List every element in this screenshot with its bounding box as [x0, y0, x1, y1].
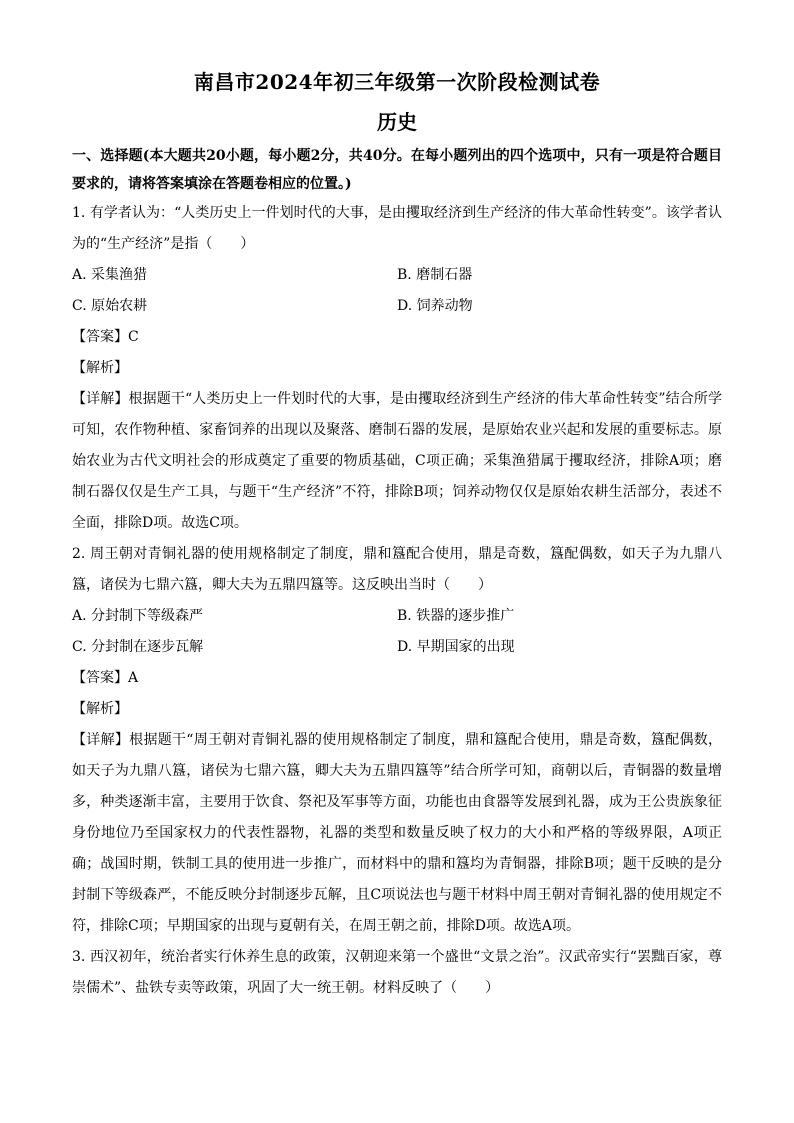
- exam-title: 南昌市2024年初三年级第一次阶段检测试卷: [193, 70, 601, 94]
- detail-paragraph: [72, 384, 722, 539]
- question-stem: 3. 西汉初年，统治者实行休养生息的政策，汉朝迎来第一个盛世“文景之治”。汉武帝实行“罢黜百家，尊崇儒术”、盐铁专卖等政策，巩固了大一统王朝。材料反映了（ ）: [72, 949, 722, 996]
- answer-tag: 【答案】: [72, 329, 128, 345]
- option-a: A. 分封制下等级森严: [72, 608, 204, 624]
- detail-text: 根据题干“人类历史上一件划时代的大事，是由攫取经济到生产经济的伟大革命性转变”结合所学可知，农作物种植、家畜饲养的出现以及聚落、磨制石器的发展，是原始农业兴起和发展的重要标志。原始农业为古代文明社会的形成奠定了重要的物质基础，C项正确；采集渔猎属于攫取经济，排除A项；磨制石器仅仅是生产工具，与题干“生产经济”不符，排除B项；饲养动物仅仅是原始农耕生活部分，表述不全面，排除D项。故选C项。: [72, 391, 723, 531]
- question-stem: 1. 有学者认为：“人类历史上一件划时代的大事，是由攫取经济到生产经济的伟大革命性转变”。该学者认为的“生产经济”是指（ ）: [72, 205, 722, 252]
- exam-page: [72, 66, 722, 1004]
- section-instructions: 一、选择题(本大题共20小题，每小题2分，共40分。在每小题列出的四个选项中，只有一项是符合题目要求的，请将答案填涂在答题卷相应的位置。): [72, 148, 722, 192]
- option-list: [72, 601, 722, 663]
- question-3: [72, 942, 722, 1004]
- option-d: D. 饲养动物: [397, 298, 473, 314]
- question-1: [72, 198, 722, 539]
- option-list: [72, 260, 722, 322]
- option-d: D. 早期国家的出现: [397, 639, 515, 655]
- answer-value: C: [128, 329, 139, 345]
- analysis-tag: 【解析】: [72, 701, 128, 717]
- answer-line: [72, 322, 722, 353]
- detail-text: 根据题干“周王朝对青铜礼器的使用规格制定了制度，鼎和簋配合使用，鼎是奇数，簋配偶数，如天子为九鼎八簋，诸侯为七鼎六簋，卿大夫为五鼎四簋等”结合所学可知，商朝以后，青铜器的数量增多，种类逐渐丰富，主要用于饮食、祭祀及军事等方面，功能也由食器等发展到礼器，成为王公贵族象征身份地位乃至国家权力的代表性器物，礼器的类型和数量反映了权力的大小和严格的等级界限，A项正确；战国时期，铁制工具的使用进一步推广，而材料中的鼎和簋均为青铜器，排除B项；题干反映的是分封制下等级森严，不能反映分封制逐步瓦解，且C项说法也与题干材料中周王朝对青铜礼器的使用规定不符，排除C项；早期国家的出现与夏朝有关，在周王朝之前，排除D项。故选A项。: [72, 732, 723, 934]
- detail-tag: 【详解】: [72, 732, 130, 748]
- answer-line: [72, 663, 722, 694]
- subject-title: 历史: [377, 110, 417, 134]
- option-a: A. 采集渔猎: [72, 267, 148, 283]
- option-b: B. 磨制石器: [397, 267, 473, 283]
- question-stem: 2. 周王朝对青铜礼器的使用规格制定了制度，鼎和簋配合使用，鼎是奇数，簋配偶数，如天子为九鼎八簋，诸侯为七鼎六簋，卿大夫为五鼎四簋等。这反映出当时（ ）: [72, 546, 722, 593]
- option-b: B. 铁器的逐步推广: [397, 608, 515, 624]
- analysis-tag: 【解析】: [72, 360, 128, 376]
- question-2: [72, 539, 722, 942]
- option-c: C. 原始农耕: [72, 298, 148, 314]
- option-c: C. 分封制在逐步瓦解: [72, 639, 204, 655]
- answer-value: A: [128, 670, 139, 686]
- answer-tag: 【答案】: [72, 670, 128, 686]
- detail-paragraph: [72, 725, 722, 942]
- detail-tag: 【详解】: [72, 391, 129, 407]
